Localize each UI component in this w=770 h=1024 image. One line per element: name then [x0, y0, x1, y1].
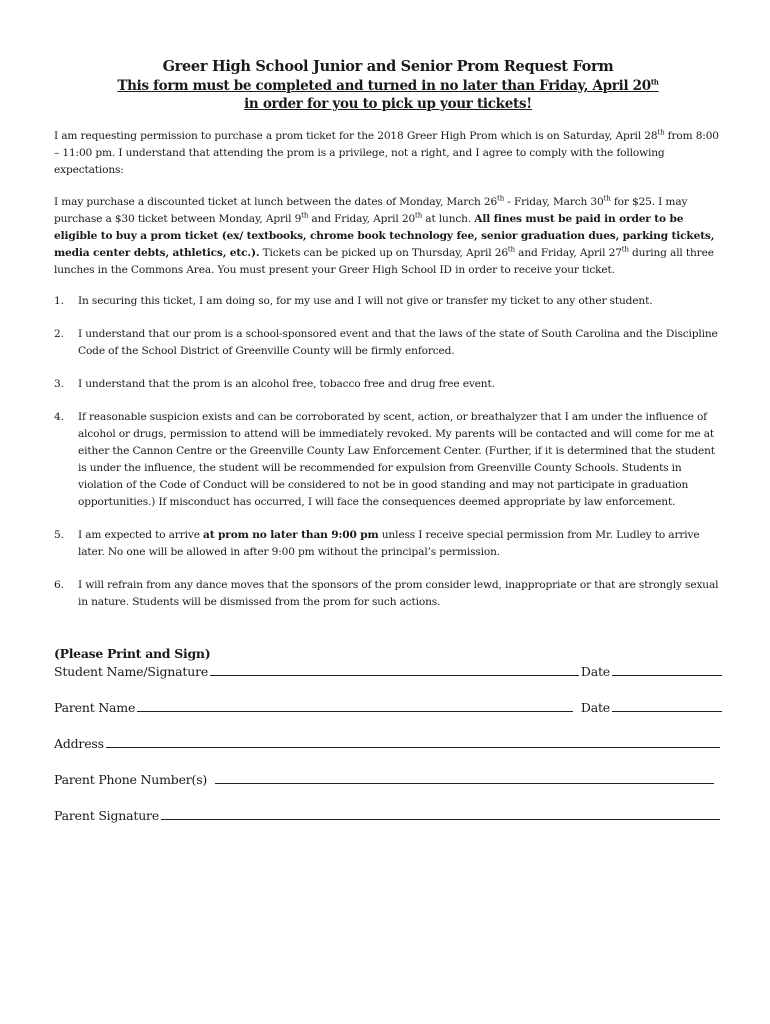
item-number: 5. [54, 529, 64, 541]
tickets-sup-a: th [497, 194, 505, 203]
phone-field[interactable] [54, 771, 722, 789]
parent-name-label: Parent Name [54, 700, 136, 715]
tickets-sup-g: th [621, 245, 629, 254]
intro-text-b: from 8:00 – 11:00 pm. I understand that attending the prom is a privilege, not a right, and I agree to comply with the following expectations: [54, 130, 719, 176]
tickets-sup-c: th [301, 211, 309, 220]
tickets-text-h: during all three lunches in the Commons Area. You must present your Greer High School ID in order to receive your ticket. [54, 247, 714, 276]
student-name-label: Student Name/Signature [54, 664, 209, 679]
student-date-line[interactable] [612, 663, 722, 676]
tickets-sup-f: th [507, 245, 515, 254]
item-number: 1. [54, 295, 64, 307]
list-item [54, 293, 722, 310]
expectations-list [54, 293, 722, 611]
tickets-text-g: and Friday, April 27 [514, 247, 622, 259]
deadline-line-2: in order for you to pick up your tickets! [244, 96, 532, 112]
item-number: 3. [54, 378, 64, 390]
intro-sup: th [657, 128, 665, 137]
intro-text-a: I am requesting permission to purchase a prom ticket for the 2018 Greer High Prom which is on Saturday, April 28 [54, 130, 658, 142]
item-text: If reasonable suspicion exists and can be corroborated by scent, action, or breathalyzer that I am under the influence of alcohol or drugs, permission to attend will be immediately revoked. My parents will be contacted and will come for me at either the Cannon Centre or the Greenville County Law Enforcement Center. (Further, if it is determined that the student is under the influence, the student will be recommended for expulsion from Greenville County Schools. Students in violation of the Code of Conduct will be considered to not be in good standing and may not participate in graduation opportunities.) If misconduct has occurred, I will face the consequences deemed appropriate by law enforcement. [78, 411, 715, 508]
parent-name-line[interactable] [137, 699, 573, 712]
address-label: Address [54, 736, 104, 751]
parent-signature-label: Parent Signature [54, 808, 160, 823]
deadline-sup: th [650, 77, 659, 87]
form-title: Greer High School Junior and Senior Prom Request Form [162, 58, 614, 75]
fines-notice: All fines must be paid in order to be eligible to buy a prom ticket (ex/ textbooks, chrome book technology fee, senior graduation dues, parking tickets, media center debts, athletics, etc.). [54, 213, 715, 259]
tickets-sup-d: th [415, 211, 423, 220]
item-text: In securing this ticket, I am doing so, for my use and I will not give or transfer my ticket to any other student. [78, 295, 653, 307]
list-item [54, 577, 722, 611]
form-deadline-notice [54, 77, 722, 113]
tickets-text-a: I may purchase a discounted ticket at lunch between the dates of Monday, March 26 [54, 196, 498, 208]
item-number: 4. [54, 411, 64, 423]
arrival-deadline: at prom no later than 9:00 pm [203, 529, 379, 541]
list-item [54, 527, 722, 561]
tickets-paragraph [54, 194, 722, 279]
signature-heading: (Please Print and Sign) [54, 646, 211, 661]
parent-signature-field[interactable] [54, 807, 722, 825]
phone-label: Parent Phone Number(s) [54, 772, 208, 787]
tickets-sup-b: th [603, 194, 611, 203]
item-text: I understand that the prom is an alcohol free, tobacco free and drug free event. [78, 378, 495, 390]
item-text: I am expected to arrive [78, 529, 204, 541]
item-text: unless I receive special permission from Mr. Ludley to arrive later. No one will be allowed in after 9:00 pm without the principal’s permission. [78, 529, 700, 558]
date-label: Date [580, 664, 610, 679]
list-item [54, 326, 722, 360]
tickets-text-d: and Friday, April 20 [308, 213, 416, 225]
student-name-line[interactable] [210, 663, 579, 676]
parent-name-field[interactable] [54, 699, 722, 717]
tickets-text-c: for $25. I may purchase a $30 ticket between Monday, April 9 [54, 196, 688, 225]
address-line[interactable] [106, 735, 720, 748]
tickets-text-f: Tickets can be picked up on Thursday, April 26 [259, 247, 508, 259]
item-text: I understand that our prom is a school-sponsored event and that the laws of the state of South Carolina and the Discipline Code of the School District of Greenville County will be firmly enforced. [78, 328, 718, 357]
tickets-text-e: at lunch. [422, 213, 475, 225]
parent-date-line[interactable] [612, 699, 722, 712]
list-item [54, 409, 722, 511]
address-field[interactable] [54, 735, 722, 753]
item-number: 6. [54, 579, 64, 591]
phone-line[interactable] [215, 771, 714, 784]
item-number: 2. [54, 328, 64, 340]
intro-paragraph [54, 128, 722, 179]
tickets-text-b: - Friday, March 30 [504, 196, 604, 208]
parent-signature-line[interactable] [161, 807, 720, 820]
date-label: Date [580, 700, 610, 715]
deadline-line-1: This form must be completed and turned in no later than Friday, April 20 [117, 78, 651, 94]
list-item [54, 376, 722, 393]
item-text: I will refrain from any dance moves that the sponsors of the prom consider lewd, inappropriate or that are strongly sexual in nature. Students will be dismissed from the prom for such actions. [78, 579, 719, 608]
student-signature-field[interactable] [54, 663, 722, 681]
